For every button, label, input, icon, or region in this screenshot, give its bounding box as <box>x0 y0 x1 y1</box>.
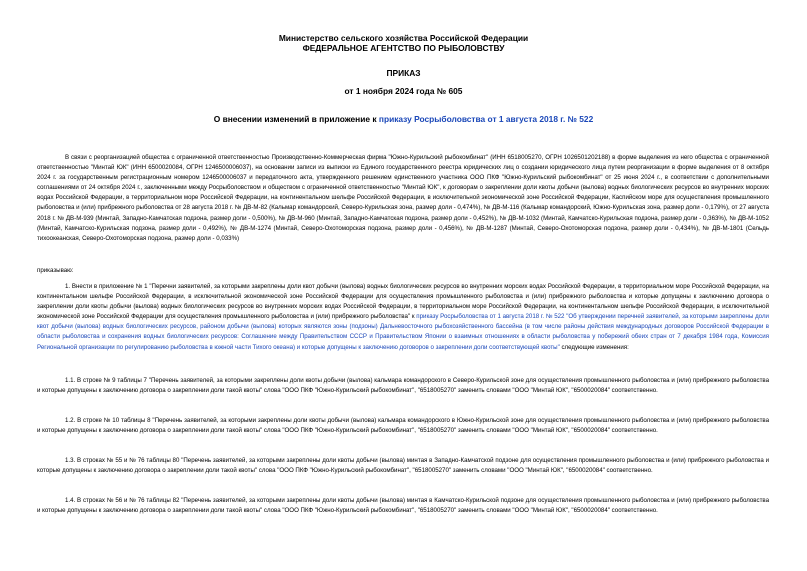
agency-name: ФЕДЕРАЛЬНОЕ АГЕНТСТВО ПО РЫБОЛОВСТВУ <box>302 43 505 53</box>
order-word: приказываю: <box>37 267 74 274</box>
ussr-japan-agreement-link[interactable]: Соглашение между Правительством СССР и Правительством Японии о взаимных отношениях в области рыболовства у побережий обеих стран от 7 декабря 1984 года <box>241 333 738 341</box>
paragraph-1-text: 1. Внести в приложение № 1 "Перечни заявителей, за которыми закреплены доли квот добычи (вылова) водных биологических ресурсов во внутренних морских водах Российской Федерации, в территориальном море Российской Федерации, на континентальном шельфе Российской Федерации, в исключительной экономической зоне Российской Федерации для осуществления промышленного рыболовства и (или) прибрежного рыболовства и которые допущены к заключению договора о закреплении доли квоты добычи (вылова) водных биологических ресурсов во внутренних морских водах Российской Федерации, в территориальном море Российской Федерации, на континентальном шельфе Российской Федерации, в исключительной экономической зоне Российской Федерации для осуществления промышленного рыболовства и (или) прибрежного рыболовства" к <box>37 283 769 321</box>
paragraph-1 <box>37 282 769 353</box>
intro-paragraph: В связи с реорганизацией общества с ограниченной ответственностью Производственно-Коммерческая фирма "Южно-Курильский рыбокомбинат" (ИНН 6518005270, ОГРН 1026501202188) в форме выделения из него общества с ограниченной ответственностью "Минтай ЮК" (ИНН 6500020084, ОГРН 1246500006037), на основании записи из выписки из Единого государственного реестра юридических лиц о создании юридического лица путем реорганизации в форме выделения от 8 октября 2024 г. за государственным регистрационным номером 1246500006037 и передаточного акта, утвержденного решением единственного участника ООО ПКФ "Южно-Курильский рыбокомбинат" от 25 июня 2024 г., в соответствии с дополнительными соглашениями от 24 октября 2024 г., заключенными между Росрыболовством и обществом с ограниченной ответственностью "Минтай ЮК", к договорам о закреплении доли квоты добычи (вылова) водных биологических ресурсов во внутренних морских водах Российской Федерации, в территориальном море Российской Федерации, на континентальном шельфе Российской Федерации, в исключительной экономической зоне Российской Федерации, Каспийском море для осуществления промышленного рыболовства и (или) прибрежного рыболовства от 28 августа 2018 г. № ДВ-М-82 (Кальмар командорский, Северо-Курильская зона, размер доли - 0,474%), № ДВ-М-116 (Кальмар командорский, Южно-Курильская зона, размер доли - 0,179%), от 27 августа 2018 г. № ДВ-М-939 (Минтай, Западно-Камчатская подзона, размер доли - 0,500%), № ДВ-М-960 (Минтай, Западно-Камчатская подзона, размер доли - 0,452%), № ДВ-М-1032 (Минтай, Камчатско-Курильская подзона, размер доли - 0,363%), № ДВ-М-1052 (Минтай, Камчатско-Курильская подзона, размер доли - 0,492%), № ДВ-М-1274 (Минтай, Северо-Охотоморская подзона, размер доли - 0,456%), № ДВ-М-1287 (Минтай, Северо-Охотоморская подзона, размер доли - 0,434%), № ДВ-М-1801 (Сельдь тихоокеанская, Северо-Охотоморская подзона, размер доли - 0,033%) <box>37 154 769 242</box>
title-order-link[interactable]: приказу Росрыболовства от 1 августа 2018 г. № 522 <box>378 114 594 124</box>
document-type: ПРИКАЗ <box>386 68 421 78</box>
document-date-number: от 1 ноября 2024 года № 605 <box>344 86 463 96</box>
paragraph-1-2: 1.2. В строке № 10 таблицы 8 "Перечень заявителей, за которыми закреплены доли квоты добычи (вылова) кальмара командорского в Южно-Курильской зоне для осуществления промышленного рыболовства и (или) прибрежного рыболовства и которые допущены к заключению договора о закреплении доли такой квоты" слова "ООО ПКФ "Южно-Курильский рыбокомбинат", "6518005270" заменить словами "ООО "Минтай ЮК", "6500020084" соответственно. <box>37 417 769 435</box>
order-522-link[interactable]: приказу Росрыболовства от 1 августа 2018 г. № 522 "Об утверждении перечней заявителей, за которыми закреплены доли квот добычи (вылова) водных биологических ресурсов, районом добычи (вылова) которых являются зоны (подзоны) Дальневосточного рыбохозяйственного бассейна (в том числе районы действия международных договоров Российской Федерации в области рыболовства и сохранения водных биологических ресурсов: <box>37 313 769 341</box>
document-title <box>0 114 807 124</box>
order-522-link-continued[interactable]: , Комиссия Региональной организации по регулированию рыболовства в южной части Тихого океана) и которые допущены к заключению договоров о закреплении доли соответствующей квоты" <box>37 333 769 351</box>
document-title-prefix: О внесении изменений в приложение к <box>213 114 379 124</box>
paragraph-1-3: 1.3. В строках № 55 и № 76 таблицы 80 "Перечень заявителей, за которыми закреплены доли квоты добычи (вылова) минтая в Западно-Камчатской подзоне для осуществления промышленного рыболовства и (или) прибрежного рыболовства и которые допущены к заключению договора о закреплении доли такой квоты" слова "ООО ПКФ "Южно-Курильский рыбокомбинат", "6518005270" заменить словами "ООО "Минтай ЮК", "6500020084" соответственно. <box>37 457 769 475</box>
paragraph-1-4: 1.4. В строках № 56 и № 76 таблицы 82 "Перечень заявителей, за которыми закреплены доли квоты добычи (вылова) минтая в Камчатско-Курильской подзоне для осуществления промышленного рыболовства и (или) прибрежного рыболовства и которые допущены к заключению договора о закреплении доли такой квоты" слова "ООО ПКФ "Южно-Курильский рыбокомбинат", "6518005270" заменить словами "ООО "Минтай ЮК", "6500020084" соответственно. <box>37 497 769 515</box>
paragraph-1-1: 1.1. В строке № 9 таблицы 7 "Перечень заявителей, за которыми закреплены доли квоты добычи (вылова) кальмара командорского в Северо-Курильской зоне для осуществления промышленного рыболовства и (или) прибрежного рыболовства и которые допущены к заключению договора о закреплении доли такой квоты" слова "ООО ПКФ "Южно-Курильский рыбокомбинат", "6518005270" заменить словами "ООО "Минтай ЮК", "6500020084" соответственно. <box>37 377 769 395</box>
paragraph-1-end: следующие изменения: <box>559 343 629 351</box>
ministry-name: Министерство сельского хозяйства Российской Федерации <box>278 33 529 43</box>
